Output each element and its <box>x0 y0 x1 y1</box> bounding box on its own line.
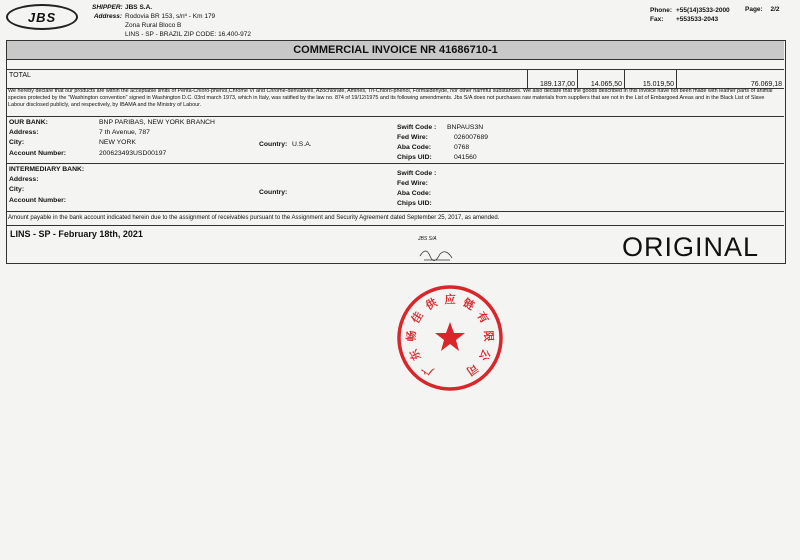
our-bank-name: BNP PARIBAS, NEW YORK BRANCH <box>99 119 215 126</box>
company-seal <box>396 284 504 392</box>
total-value-2: 14.065,50 <box>577 70 624 88</box>
phone-value: +55(14)3533-2000 <box>676 7 730 14</box>
intermediary-swift-label: Swift Code : <box>397 170 437 177</box>
intermediary-address-label: Address: <box>9 176 39 183</box>
page-value: 2/2 <box>770 6 780 13</box>
our-bank-aba-label: Aba Code: <box>397 144 431 151</box>
seal-char: 供 <box>423 295 440 313</box>
original-label: ORIGINAL <box>622 232 760 262</box>
our-bank-fedwire-label: Fed Wire: <box>397 134 428 141</box>
our-bank-chips-label: Chips UID: <box>397 154 432 161</box>
our-bank-address-label: Address: <box>9 129 39 136</box>
place-date: LINS - SP - February 18th, 2021 <box>10 229 143 239</box>
our-bank-city: NEW YORK <box>99 139 136 146</box>
jbs-logo: JBS <box>6 4 78 30</box>
our-bank-fedwire: 026007689 <box>454 134 489 141</box>
our-bank-chips: 041560 <box>454 154 477 161</box>
shipper-block <box>92 3 251 39</box>
invoice-title: COMMERCIAL INVOICE NR 41686710-1 <box>7 41 784 60</box>
address-line1: Rodovia BR 153, s/nº - Km 179 <box>125 13 216 20</box>
our-bank-account: 200623493USD00197 <box>99 150 167 157</box>
intermediary-account-label: Account Number: <box>9 197 67 204</box>
intermediary-fedwire-label: Fed Wire: <box>397 180 428 187</box>
our-bank-heading: OUR BANK: <box>9 119 48 126</box>
shipper-name: JBS S.A. <box>125 4 153 11</box>
intermediary-bank-section <box>7 163 784 212</box>
footer-divider <box>7 225 784 226</box>
total-value-4: 76.069,18 <box>676 70 784 88</box>
signature-text: JBS S/A <box>418 236 437 242</box>
total-row <box>7 69 784 89</box>
declaration-text: We hereby declare that our products are within the acceptable limits of Penta-Chloro-phenol,Chrome VI and Chrome-derivatives, Azochlorate, Amines, Tri-Chloro-phenol, Formaldehyde, nor other harmful substances. We also declare that the goods described in this invoice have not been made with leather parts of animal species protected by the "Washington convention" signed in Washington D.C. 03rd march 1973, which in Italy, was ratified by the law no. 874 of 19/12/1975 and its following amendments. Jbs S/A does not purchases raw materials from suppliers that are not in the List of Embargoed Areas and in the Black List of Slave Labour disclosed publicly, and respectively, by IBAMA and the Ministry of Labour. <box>8 88 773 108</box>
intermediary-country-label: Country: <box>259 189 288 196</box>
intermediary-city-label: City: <box>9 186 25 193</box>
address-line3: LINS - SP - BRAZIL ZIP CODE: 16.400-972 <box>125 31 251 38</box>
seal-char: 应 <box>444 293 456 306</box>
seal-char: 广 <box>419 361 437 378</box>
intermediary-chips-label: Chips UID: <box>397 200 432 207</box>
our-bank-country: U.S.A. <box>292 141 312 148</box>
address-line2: Zona Rural Bloco B <box>125 22 182 29</box>
total-value-1: 189.137,00 <box>527 70 577 88</box>
total-value-3: 15.019,50 <box>624 70 676 88</box>
signature <box>418 236 458 266</box>
total-label: TOTAL <box>9 72 31 79</box>
our-bank-section <box>7 116 784 169</box>
intermediary-bank-heading: INTERMEDIARY BANK: <box>9 166 85 173</box>
our-bank-city-label: City: <box>9 139 25 146</box>
intermediary-aba-label: Aba Code: <box>397 190 431 197</box>
fax-value: +553533-2043 <box>676 16 719 23</box>
our-bank-country-label: Country: <box>259 141 288 148</box>
seal-char: 畅 <box>404 330 419 342</box>
our-bank-swift: BNPAUS3N <box>447 124 484 131</box>
signature-scribble <box>418 242 458 264</box>
seal-char: 限 <box>481 330 496 342</box>
seal-char: 链 <box>460 295 477 313</box>
our-bank-address: 7 th Avenue, 787 <box>99 129 150 136</box>
shipper-label: SHIPPER: <box>92 4 123 11</box>
contact-block <box>650 6 730 24</box>
our-bank-account-label: Account Number: <box>9 150 67 157</box>
address-label: Address: <box>93 13 122 20</box>
footnote-text: Amount payable in the bank account indicated herein due to the assignment of receivables pursuant to the Assignment and Security Agreement dated September 25, 2017, as amended. <box>8 215 500 221</box>
our-bank-swift-label: Swift Code : <box>397 124 437 131</box>
page-indicator <box>745 6 780 13</box>
seal-char: 东 <box>407 347 424 363</box>
seal-char: 司 <box>463 361 481 378</box>
seal-char: 公 <box>476 347 493 363</box>
our-bank-aba: 0768 <box>454 144 470 151</box>
fax-label: Fax: <box>650 16 664 23</box>
page-label: Page: <box>745 6 763 13</box>
footnote-divider <box>7 211 784 212</box>
phone-label: Phone: <box>650 7 673 14</box>
seal-char: 有 <box>474 309 492 326</box>
seal-char: 佳 <box>408 309 426 326</box>
